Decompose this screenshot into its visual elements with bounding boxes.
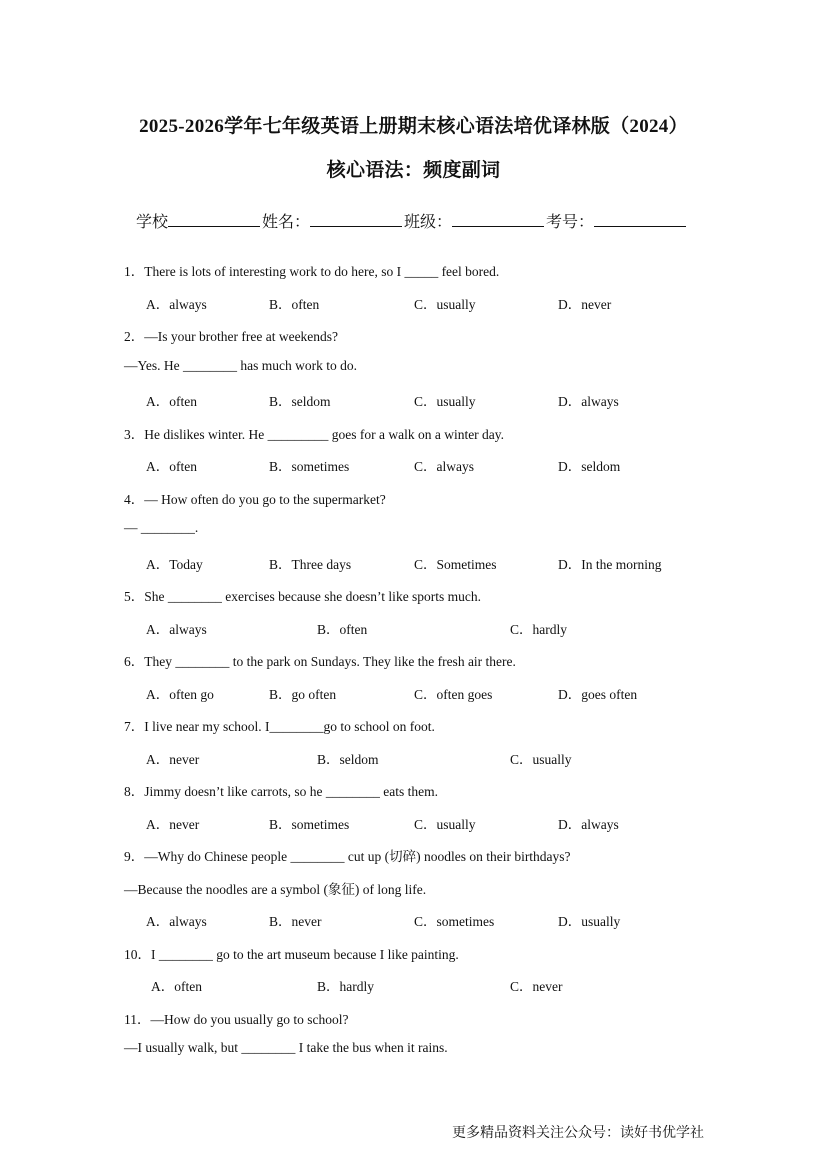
option-b: B．Three days — [269, 557, 352, 572]
question-stem: 5．She ________ exercises because she doesn’t like sports much. — [124, 589, 482, 604]
option-a: A．always — [146, 297, 207, 312]
option-c: C．usually — [414, 394, 476, 409]
option-a: A．Today — [146, 557, 203, 572]
option-b: B．sometimes — [269, 459, 350, 474]
option-a: A．often — [146, 459, 197, 474]
option-b: B．hardly — [317, 979, 374, 994]
option-d: D．seldom — [558, 459, 621, 474]
option-a: A．always — [146, 914, 207, 929]
document-title: 2025-2026学年七年级英语上册期末核心语法培优译林版（2024） — [139, 116, 688, 137]
question-stem: 8．Jimmy doesn’t like carrots, so he ________ eats them. — [124, 784, 438, 799]
option-c: C．usually — [414, 297, 476, 312]
question-stem: 10．I ________ go to the art museum because I like painting. — [124, 947, 459, 962]
question-stem: 6．They ________ to the park on Sundays. They like the fresh air there. — [124, 654, 516, 669]
option-b: B．often — [269, 297, 320, 312]
question-dialogue-line: —Yes. He ________ has much work to do. — [124, 358, 357, 373]
question-stem: 1．There is lots of interesting work to do here, so I _____ feel bored. — [124, 264, 500, 279]
option-a: A．often — [146, 394, 197, 409]
question-stem: 7．I live near my school. I________go to school on foot. — [124, 719, 435, 734]
option-a: A．always — [146, 622, 207, 637]
option-b: B．go often — [269, 687, 337, 702]
option-c: C．always — [414, 459, 474, 474]
option-b: B．never — [269, 914, 322, 929]
exam-number-label: 考号： — [546, 212, 595, 231]
question-dialogue-line: —Because the noodles are a symbol (象征) of long life. — [124, 882, 427, 897]
option-d: D．always — [558, 817, 619, 832]
question-dialogue-line: — ________. — [124, 520, 199, 535]
option-d: D．always — [558, 394, 619, 409]
school-label: 学校 — [136, 212, 169, 231]
option-b: B．sometimes — [269, 817, 350, 832]
question-stem: 3．He dislikes winter. He _________ goes for a walk on a winter day. — [124, 427, 505, 442]
option-a: A．never — [146, 817, 200, 832]
question-stem: 2．—Is your brother free at weekends? — [124, 329, 339, 344]
option-a: A．often — [151, 979, 202, 994]
student-info-row — [136, 209, 716, 232]
class-blank[interactable] — [452, 210, 544, 227]
footer-note: 更多精品资料关注公众号：读好书优学社 — [452, 1125, 704, 1141]
option-c: C．usually — [414, 817, 476, 832]
option-c: C．Sometimes — [414, 557, 497, 572]
option-b: B．seldom — [269, 394, 331, 409]
option-a: A．often go — [146, 687, 214, 702]
option-c: C．never — [510, 979, 563, 994]
option-b: B．often — [317, 622, 368, 637]
name-label: 姓名： — [262, 212, 311, 231]
question-stem: 9．—Why do Chinese people ________ cut up (切碎) noodles on their birthdays? — [124, 849, 571, 864]
option-d: D．never — [558, 297, 612, 312]
question-stem: 11．—How do you usually go to school? — [124, 1012, 349, 1027]
option-c: C．usually — [510, 752, 572, 767]
school-blank[interactable] — [168, 210, 260, 227]
option-a: A．never — [146, 752, 200, 767]
question-dialogue-line: —I usually walk, but ________ I take the bus when it rains. — [124, 1040, 448, 1055]
option-d: D．usually — [558, 914, 621, 929]
option-c: C．often goes — [414, 687, 493, 702]
option-b: B．seldom — [317, 752, 379, 767]
option-d: D．goes often — [558, 687, 638, 702]
question-stem: 4．— How often do you go to the supermarket? — [124, 492, 386, 507]
option-d: D．In the morning — [558, 557, 662, 572]
option-c: C．sometimes — [414, 914, 495, 929]
name-blank[interactable] — [310, 210, 402, 227]
option-c: C．hardly — [510, 622, 567, 637]
document-subtitle: 核心语法：频度副词 — [326, 160, 501, 181]
class-label: 班级： — [404, 212, 453, 231]
exam-number-blank[interactable] — [594, 210, 686, 227]
